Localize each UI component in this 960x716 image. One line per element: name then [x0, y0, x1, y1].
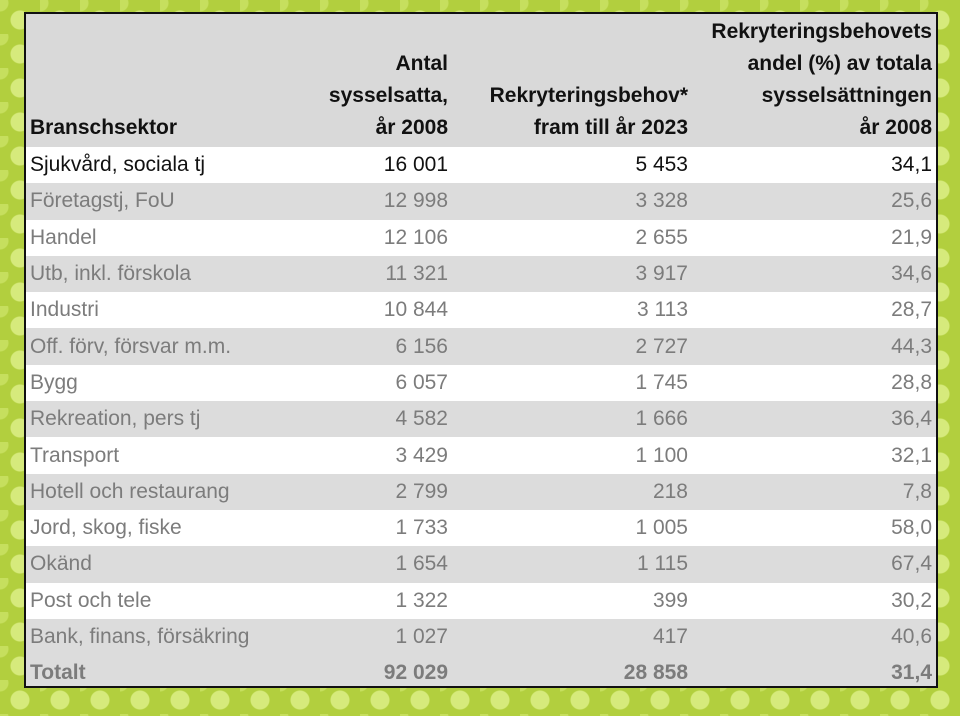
cell-sector: Off. förv, försvar m.m. [30, 334, 232, 358]
header-line: Antal [395, 52, 448, 75]
table-row [26, 365, 936, 401]
cell-sector: Utb, inkl. förskola [30, 262, 192, 286]
cell-recruitment-share: 7,8 [902, 479, 932, 503]
cell-recruitment-share: 21,9 [891, 225, 932, 249]
cell-recruitment-need: 3 113 [637, 298, 688, 322]
cell-employed-2008: 10 844 [383, 298, 448, 322]
table-row [26, 401, 936, 437]
cell-recruitment-need: 218 [652, 479, 688, 503]
cell-recruitment-need: 399 [652, 588, 688, 612]
header-line: år 2008 [859, 116, 932, 139]
cell-recruitment-need: 2 727 [635, 334, 688, 358]
table-row [26, 292, 936, 328]
cell-recruitment-need: 1 100 [635, 443, 688, 467]
table-row [26, 474, 936, 510]
cell-recruitment-need: 3 917 [635, 262, 688, 286]
cell-recruitment-share: 40,6 [891, 625, 932, 648]
data-table-container [24, 12, 938, 688]
cell-employed-2008: 1 733 [395, 516, 448, 540]
cell-recruitment-need: 3 328 [635, 189, 688, 213]
cell-employed-2008: 3 429 [395, 443, 448, 467]
header-line: sysselsättningen [761, 84, 932, 107]
cell-recruitment-share: 25,6 [891, 189, 932, 213]
header-line: år 2008 [375, 116, 448, 139]
table-row [26, 220, 936, 256]
cell-recruitment-share: 34,6 [891, 262, 932, 286]
header-rekryteringsandel [692, 14, 936, 147]
header-line: fram till år 2023 [533, 116, 688, 139]
cell-recruitment-need: 1 115 [637, 552, 688, 576]
table-row [26, 147, 936, 183]
cell-sector: Bygg [30, 370, 78, 394]
cell-recruitment-share: 58,0 [891, 516, 932, 540]
header-line: andel (%) av totala [747, 52, 932, 75]
table-row [26, 583, 936, 619]
table-row [26, 546, 936, 582]
table-row [26, 256, 936, 292]
cell-recruitment-need: 1 745 [635, 370, 688, 394]
cell-sector: Jord, skog, fiske [30, 516, 182, 540]
cell-recruitment-need: 2 655 [635, 225, 688, 249]
cell-sector: Företagstj, FoU [30, 189, 175, 213]
cell-recruitment-share: 34,1 [891, 153, 932, 177]
table-row [26, 619, 936, 655]
cell-recruitment-share: 28,8 [891, 370, 932, 394]
cell-sector: Sjukvård, sociala tj [30, 153, 206, 177]
cell-sector: Post och tele [30, 588, 152, 612]
header-antal-sysselsatta [306, 14, 452, 147]
table-row [26, 510, 936, 546]
cell-employed-2008: 11 321 [385, 262, 448, 286]
cell-employed-2008: 6 156 [395, 334, 448, 358]
header-line: Branschsektor [30, 116, 178, 139]
cell-recruitment-share: 31,4 [891, 661, 932, 685]
cell-recruitment-share: 30,2 [891, 588, 932, 612]
cell-recruitment-share: 32,1 [891, 443, 932, 467]
cell-recruitment-need: 28 858 [623, 661, 688, 685]
table-row [26, 437, 936, 473]
table-row [26, 328, 936, 364]
cell-employed-2008: 1 654 [395, 552, 448, 576]
cell-recruitment-share: 36,4 [891, 407, 932, 431]
cell-sector: Industri [30, 298, 99, 322]
cell-recruitment-need: 5 453 [635, 153, 688, 177]
cell-recruitment-need: 417 [652, 625, 688, 648]
header-line: Rekryteringsbehov* [489, 84, 688, 107]
cell-recruitment-need: 1 005 [635, 516, 688, 540]
header-line: sysselsatta, [328, 84, 448, 107]
cell-employed-2008: 12 106 [383, 225, 448, 249]
recruitment-table [26, 14, 936, 688]
cell-recruitment-share: 28,7 [891, 298, 932, 322]
table-body [26, 147, 936, 688]
cell-employed-2008: 4 582 [395, 407, 448, 431]
cell-employed-2008: 16 001 [383, 153, 448, 177]
cell-sector: Totalt [30, 661, 86, 685]
header-branschsektor [26, 14, 306, 147]
cell-employed-2008: 1 322 [395, 588, 448, 612]
table-row [26, 183, 936, 219]
cell-sector: Handel [30, 225, 97, 249]
cell-recruitment-share: 44,3 [891, 334, 932, 358]
cell-recruitment-need: 1 666 [635, 407, 688, 431]
cell-employed-2008: 6 057 [395, 370, 448, 394]
cell-employed-2008: 92 029 [383, 661, 448, 685]
cell-sector: Rekreation, pers tj [30, 407, 201, 431]
table-header-row [26, 14, 936, 147]
cell-employed-2008: 2 799 [395, 479, 448, 503]
header-rekryteringsbehov [452, 14, 692, 147]
cell-sector: Hotell och restaurang [30, 479, 230, 503]
cell-recruitment-share: 67,4 [891, 552, 932, 576]
cell-sector: Okänd [30, 552, 92, 576]
cell-employed-2008: 12 998 [383, 189, 448, 213]
header-line: Rekryteringsbehovets [711, 20, 932, 43]
cell-sector: Transport [30, 443, 120, 467]
cell-sector: Bank, finans, försäkring [30, 625, 250, 648]
table-total-row [26, 655, 936, 688]
cell-employed-2008: 1 027 [395, 625, 448, 648]
